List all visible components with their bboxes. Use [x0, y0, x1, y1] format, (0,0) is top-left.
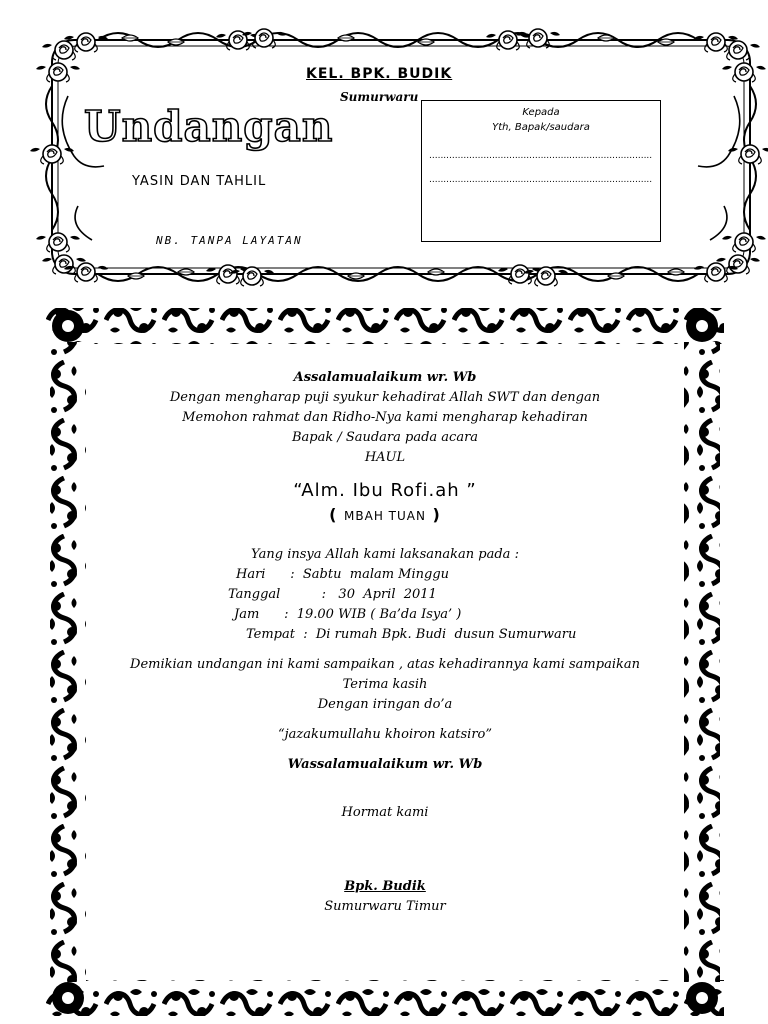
no-gifts-note: NB. TANPA LAYATAN [156, 234, 303, 247]
prayer-quote: “jazakumullahu khoiron katsiro” [277, 727, 493, 742]
deceased-name: “Alm. Ibu Rofi.ah ” [293, 480, 477, 501]
deceased-nickname-line: ( MBAH TUAN ) [329, 505, 441, 524]
event-name: YASIN DAN TAHLIL [132, 174, 267, 189]
thanks-line: Terima kasih [342, 677, 428, 692]
letter-paragraph-line: Memohon rahmat dan Ridho-Nya kami mengharap kehadiran [182, 410, 588, 425]
opening-greeting: Assalamualaikum wr. Wb [293, 370, 477, 385]
family-name-heading: KEL. BPK. BUDIK [306, 66, 453, 82]
event-type: HAUL [364, 450, 406, 465]
village-name: Sumurwaru [340, 90, 419, 104]
letter-body [86, 368, 684, 917]
envelope-card [38, 26, 764, 288]
address-salutation: Yth, Bapak/saudara [492, 122, 590, 133]
address-line-2: .............................................................................. [429, 175, 653, 185]
address-to-label: Kepada [522, 107, 560, 118]
closing-line: Demikian undangan ini kami sampaikan , atas kehadirannya kami sampaikan [130, 657, 640, 672]
letter-paragraph-line: Dengan mengharap puji syukur kehadirat Allah SWT dan dengan [169, 390, 601, 405]
schedule-date: Tanggal : 30 April 2011 [228, 587, 437, 602]
schedule-place: Tempat : Di rumah Bpk. Budi dusun Sumurwaru [246, 627, 577, 642]
schedule-intro: Yang insya Allah kami laksanakan pada : [251, 547, 519, 562]
invitation-title: Undangan [84, 102, 334, 151]
prayer-intro: Dengan iringan do’a [317, 697, 453, 712]
deceased-nickname: MBAH TUAN [344, 509, 426, 523]
schedule-day: Hari : Sabtu malam Minggu [236, 567, 450, 582]
invitation-letter-card [46, 302, 724, 1022]
signer-name: Bpk. Budik [344, 879, 426, 894]
closing-greeting: Wassalamualaikum wr. Wb [287, 757, 483, 772]
address-line-1: .............................................................................. [429, 151, 653, 161]
address-box [421, 100, 661, 242]
regards-line: Hormat kami [341, 805, 429, 820]
letter-paragraph-line: Bapak / Saudara pada acara [291, 430, 479, 445]
schedule-time: Jam : 19.00 WIB ( Ba’da Isya’ ) [234, 607, 462, 622]
signer-location: Sumurwaru Timur [324, 899, 446, 914]
